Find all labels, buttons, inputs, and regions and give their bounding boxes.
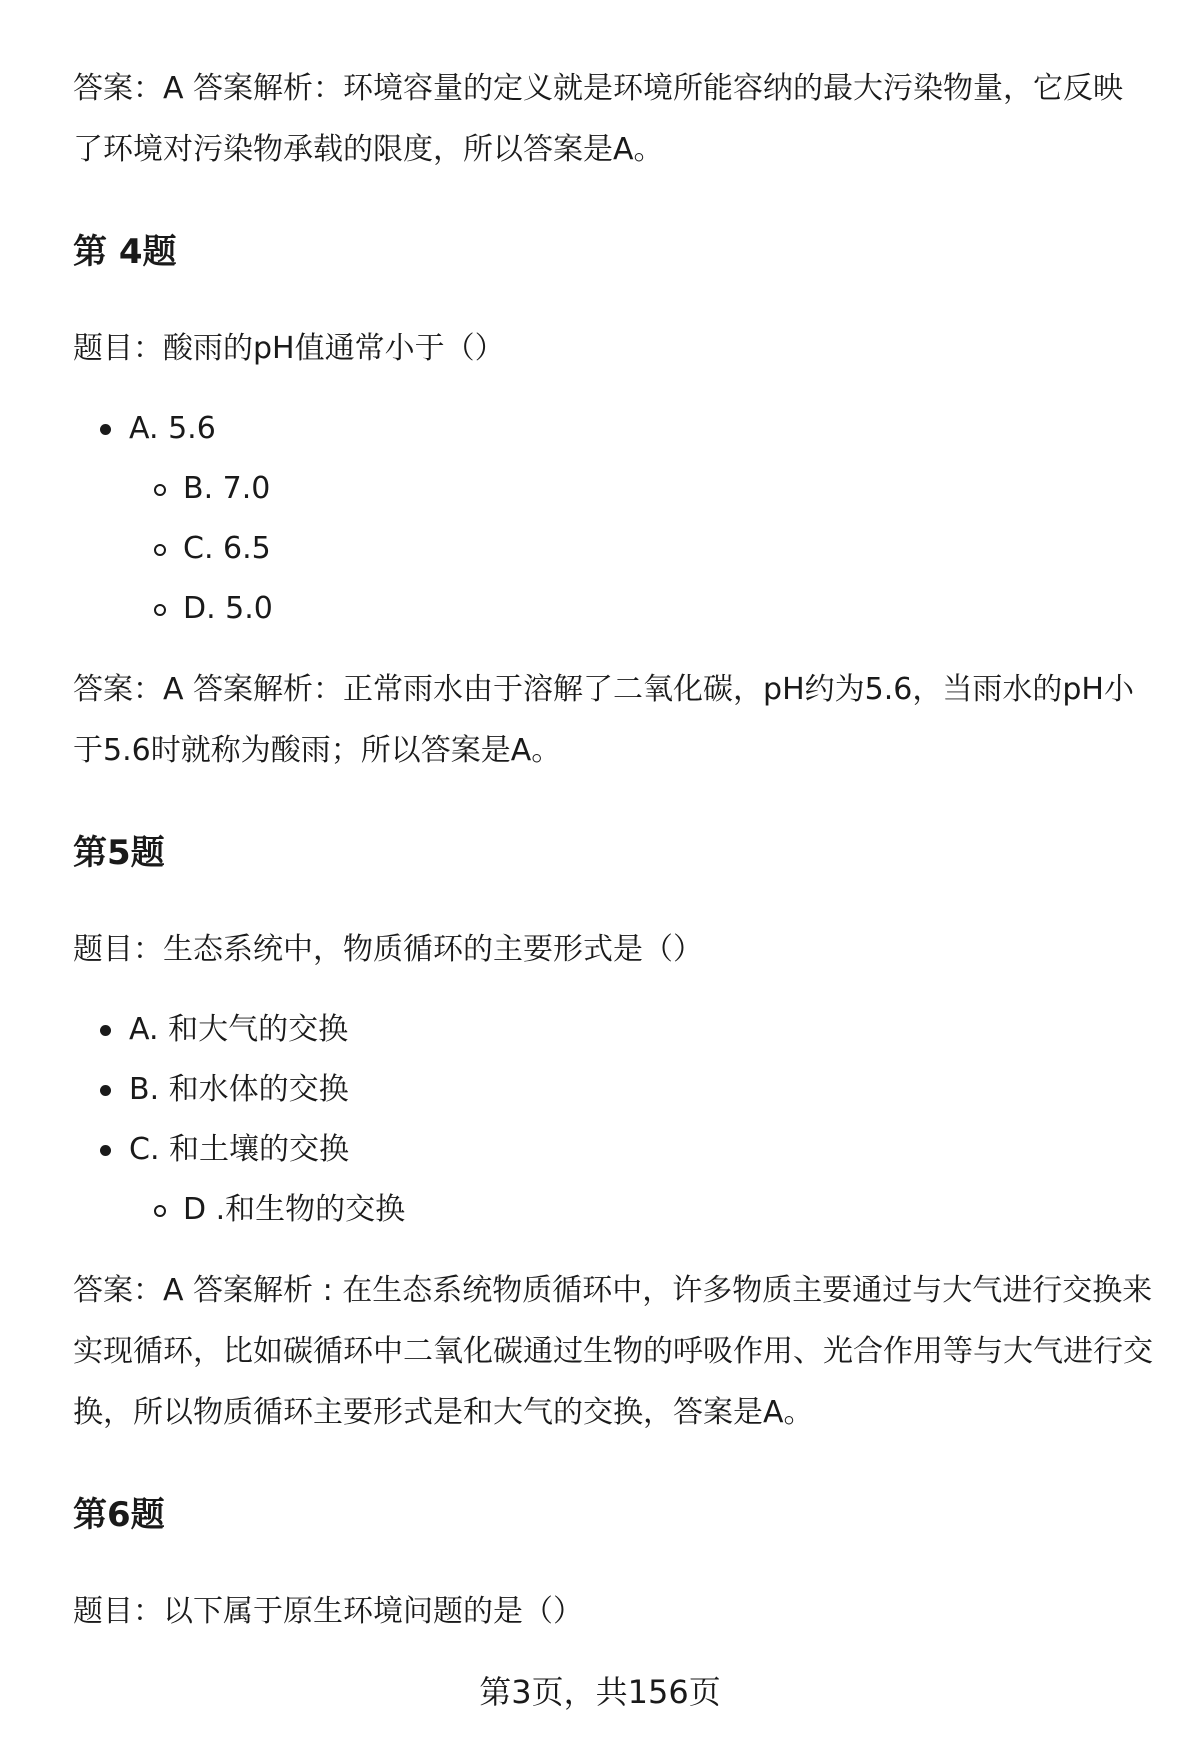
q4-option-d: D. 5.0: [73, 579, 1153, 639]
q5-heading: 第5题: [73, 833, 165, 873]
q4-answer: 答案：A 答案解析：正常雨水由于溶解了二氧化碳，pH约为5.6，当雨水的pH小于5.6时就称为酸雨；所以答案是A。: [73, 672, 1134, 768]
q4-option-b: B. 7.0: [73, 459, 1153, 519]
q5-question: 题目：生态系统中，物质循环的主要形式是（）: [73, 932, 703, 967]
q5-option-b: B. 和水体的交换: [73, 1060, 1153, 1120]
q4-option-c: C. 6.5: [73, 519, 1153, 579]
q6-heading: 第6题: [73, 1495, 165, 1535]
q4-option-a: A. 5.6: [73, 399, 1153, 459]
q3-answer: 答案：A 答案解析：环境容量的定义就是环境所能容纳的最大污染物量，它反映了环境对污染物承载的限度，所以答案是A。: [73, 71, 1124, 167]
q5-options: [73, 1000, 1153, 1240]
q4-heading: 第 4题: [73, 232, 177, 272]
page-footer: 第3页，共156页: [479, 1673, 721, 1711]
q4-options: [73, 399, 1153, 639]
q5-answer: 答案：A 答案解析 : 在生态系统物质循环中，许多物质主要通过与大气进行交换来实现循环，比如碳循环中二氧化碳通过生物的呼吸作用、光合作用等与大气进行交换，所以物质循环主要形式是和大气的交换，答案是A。: [73, 1273, 1153, 1430]
q5-option-a: A. 和大气的交换: [73, 1000, 1153, 1060]
q6-question: 题目：以下属于原生环境问题的是（）: [73, 1594, 583, 1629]
q4-question: 题目：酸雨的pH值通常小于（）: [73, 331, 505, 366]
document-page: [73, 58, 1153, 1642]
q5-option-c: C. 和土壤的交换: [73, 1120, 1153, 1180]
q5-option-d: D .和生物的交换: [73, 1180, 1153, 1240]
